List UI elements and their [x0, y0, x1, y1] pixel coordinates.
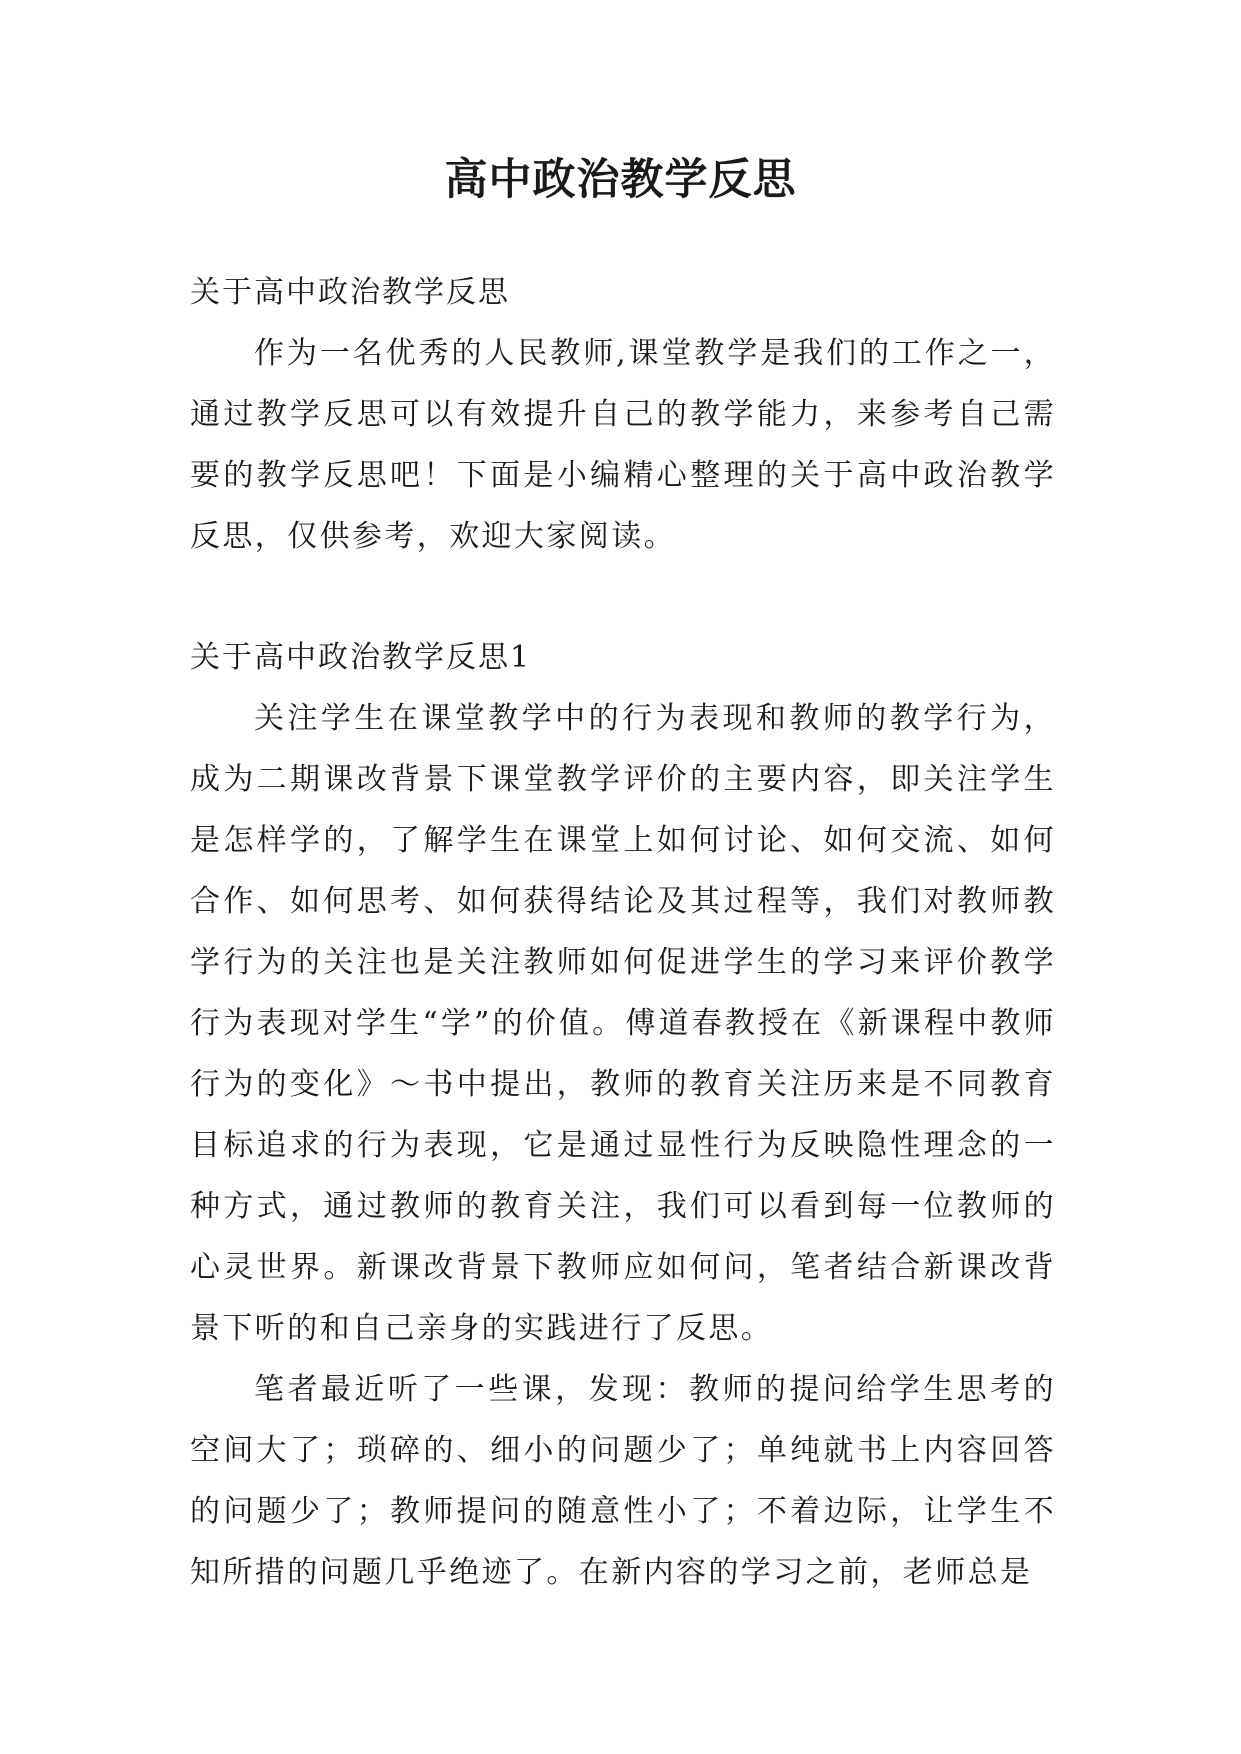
section1-paragraph-2: 笔者最近听了一些课，发现：教师的提问给学生思考的空间大了；琐碎的、细小的问题少了；单纯就书上内容回答的问题少了；教师提问的随意性小了；不着边际，让学生不知所措的问题几乎绝迹了。在新内容的学习之前，老师总是 [190, 1372, 1056, 1590]
document-body [190, 262, 1056, 1603]
document-title: 高中政治教学反思 [444, 155, 797, 205]
intro-paragraph: 作为一名优秀的人民教师,课堂教学是我们的工作之一，通过教学反思可以有效提升自己的教学能力，来参考自己需要的教学反思吧！下面是小编精心整理的关于高中政治教学反思，仅供参考，欢迎大家阅读。 [190, 336, 1056, 554]
section1-heading: 关于高中政治教学反思1 [190, 640, 532, 675]
section1-paragraph-1: 关注学生在课堂教学中的行为表现和教师的教学行为，成为二期课改背景下课堂教学评价的主要内容，即关注学生是怎样学的，了解学生在课堂上如何讨论、如何交流、如何合作、如何思考、如何获得结论及其过程等，我们对教师教学行为的关注也是关注教师如何促进学生的学习来评价教学行为表现对学生“学”的价值。傅道春教授在《新课程中教师行为的变化》～书中提出，教师的教育关注历来是不同教育目标追求的行为表现，它是通过显性行为反映隐性理念的一种方式，通过教师的教育关注，我们可以看到每一位教师的心灵世界。新课改背景下教师应如何问，笔者结合新课改背景下听的和自己亲身的实践进行了反思。 [190, 701, 1056, 1346]
intro-heading: 关于高中政治教学反思 [190, 275, 510, 310]
section-spacer [190, 567, 1056, 627]
